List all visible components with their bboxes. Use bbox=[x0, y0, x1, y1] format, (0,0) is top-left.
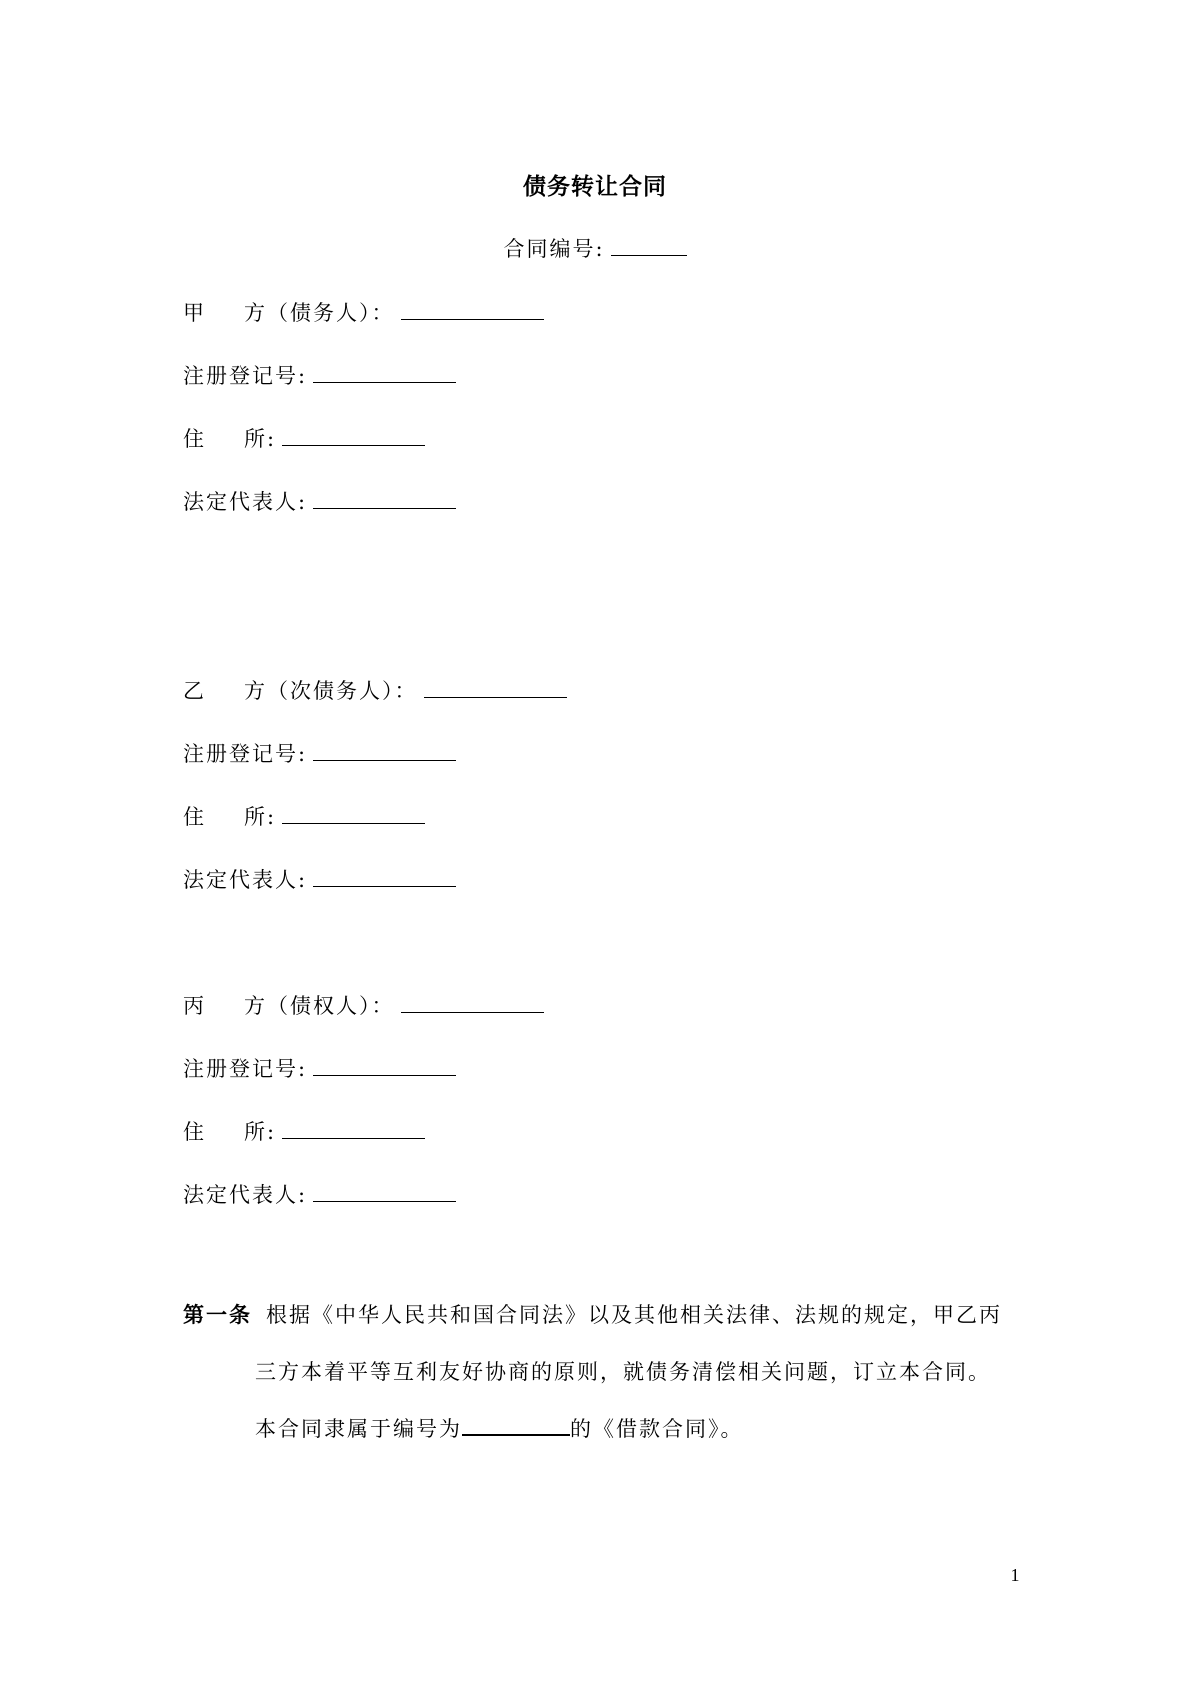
party-c-rep-blank bbox=[313, 1181, 456, 1202]
party-c-rep-label: 法定代表人: bbox=[183, 1183, 308, 1207]
party-a-addr-line bbox=[183, 424, 425, 454]
contract-number-label: 合同编号: bbox=[503, 237, 605, 261]
article-1-line-1 bbox=[183, 1300, 1002, 1330]
party-a-rep-blank bbox=[313, 488, 456, 509]
party-a-label: 方（债务人）： bbox=[244, 301, 395, 325]
page-number: 1 bbox=[1010, 1565, 1020, 1585]
party-a-name-line bbox=[183, 298, 544, 328]
loan-contract-number-blank bbox=[462, 1412, 570, 1436]
party-a-name-blank bbox=[401, 299, 544, 320]
party-c-reg-label: 注册登记号: bbox=[183, 1057, 308, 1081]
contract-number-line bbox=[0, 234, 1190, 264]
party-c-name-line bbox=[183, 991, 544, 1021]
party-b-rep-label: 法定代表人: bbox=[183, 868, 308, 892]
party-b-reg-blank bbox=[313, 740, 456, 761]
party-c-reg-blank bbox=[313, 1055, 456, 1076]
party-a-addr-label: 所: bbox=[244, 427, 277, 451]
party-c-addr-label: 所: bbox=[244, 1120, 277, 1144]
party-c-name-blank bbox=[401, 992, 544, 1013]
party-a-addr-blank bbox=[282, 425, 425, 446]
document-title: 债务转让合同 bbox=[523, 173, 667, 200]
party-b-addr-line bbox=[183, 802, 425, 832]
party-a-rep-line bbox=[183, 487, 456, 517]
party-a-label-prefix: 甲 bbox=[183, 301, 206, 325]
party-a-reg-label: 注册登记号: bbox=[183, 364, 308, 388]
party-c-label-prefix: 丙 bbox=[183, 994, 206, 1018]
article-1-text-3a: 本合同隶属于编号为 bbox=[255, 1417, 462, 1441]
party-b-label-prefix: 乙 bbox=[183, 679, 206, 703]
party-c-label: 方（债权人）： bbox=[244, 994, 395, 1018]
party-c-addr-line bbox=[183, 1117, 425, 1147]
party-c-reg-line bbox=[183, 1054, 456, 1084]
party-a-reg-line bbox=[183, 361, 456, 391]
party-b-rep-blank bbox=[313, 866, 456, 887]
party-b-addr-blank bbox=[282, 803, 425, 824]
party-c-addr-blank bbox=[282, 1118, 425, 1139]
party-a-reg-blank bbox=[313, 362, 456, 383]
party-b-name-blank bbox=[424, 677, 567, 698]
party-b-label: 方（次债务人）： bbox=[244, 679, 418, 703]
party-b-addr-label: 所: bbox=[244, 805, 277, 829]
article-1-line-2 bbox=[255, 1357, 991, 1387]
party-a-rep-label: 法定代表人: bbox=[183, 490, 308, 514]
party-c-rep-line bbox=[183, 1180, 456, 1210]
article-1-text-2: 三方本着平等互利友好协商的原则，就债务清偿相关问题，订立本合同。 bbox=[255, 1360, 991, 1384]
party-a-addr-label-prefix: 住 bbox=[183, 427, 206, 451]
article-1-heading: 第一条 bbox=[183, 1302, 252, 1327]
party-b-name-line bbox=[183, 676, 567, 706]
article-1-line-3 bbox=[255, 1412, 744, 1444]
party-b-addr-label-prefix: 住 bbox=[183, 805, 206, 829]
party-b-reg-line bbox=[183, 739, 456, 769]
article-1-text-3b: 的《借款合同》。 bbox=[570, 1417, 744, 1441]
contract-number-blank bbox=[611, 235, 687, 256]
party-c-addr-label-prefix: 住 bbox=[183, 1120, 206, 1144]
article-1-text-1: 根据《中华人民共和国合同法》以及其他相关法律、法规的规定，甲乙丙 bbox=[266, 1303, 1002, 1327]
party-b-reg-label: 注册登记号: bbox=[183, 742, 308, 766]
party-b-rep-line bbox=[183, 865, 456, 895]
